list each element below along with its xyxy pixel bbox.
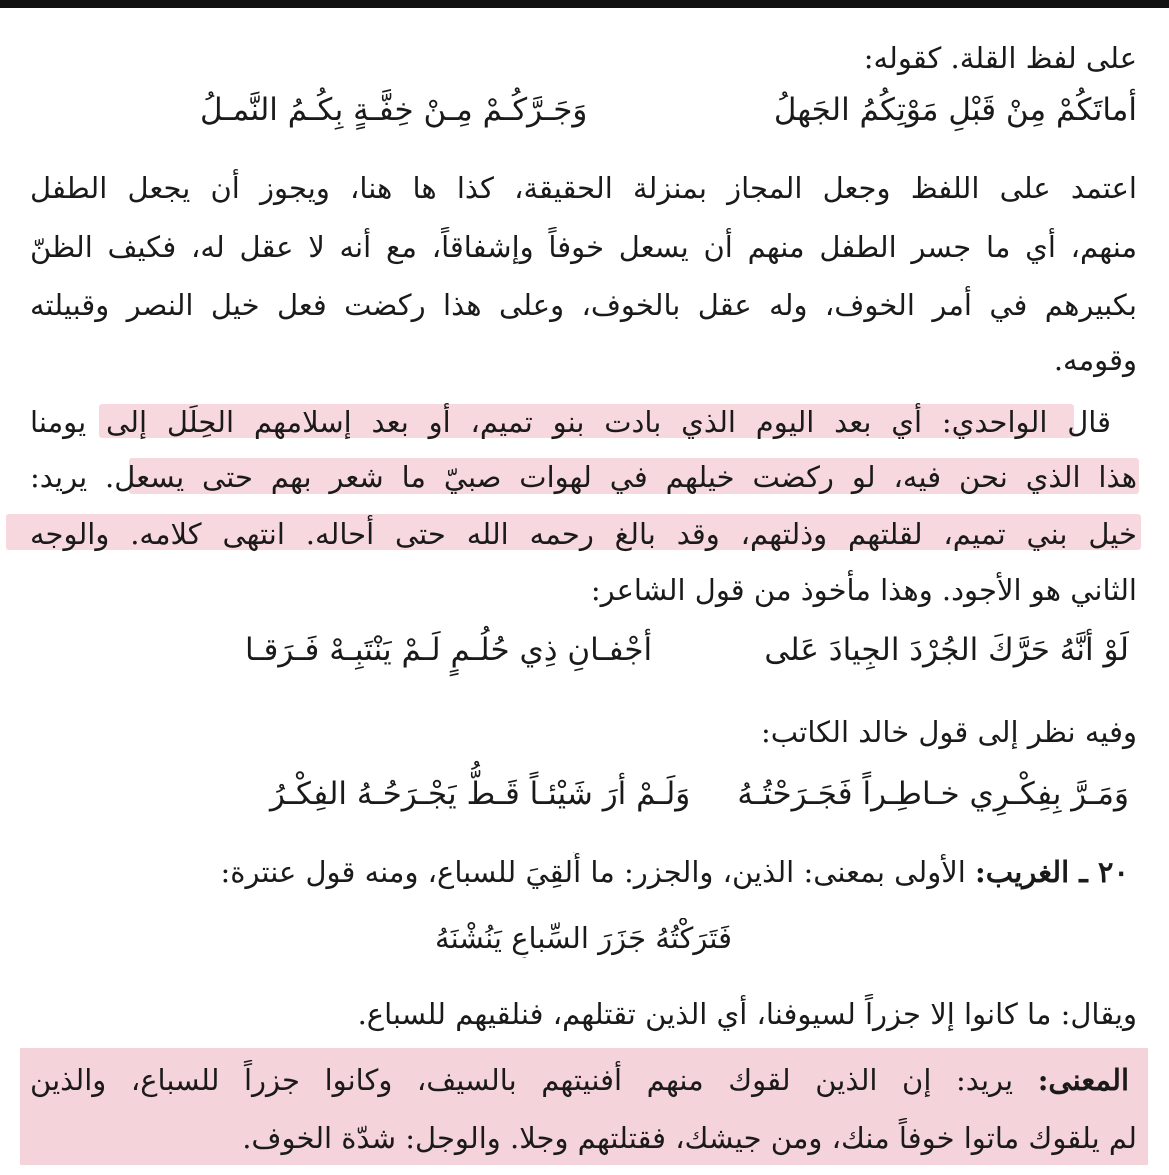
text-line: خيل بني تميم، لقلتهم وذلتهم، وقد بالغ رحمه الله حتى أحاله. انتهى كلامه. والوجه	[30, 517, 1137, 551]
text-line: هذا الذي نحن فيه، لو ركضت خيلهم في لهوات صبيّ ما شعر بهم حتى يسعل. يريد:	[30, 460, 1137, 494]
verse-hemistich-right: وَمَـرَّ بِفِكْـرِي خـاطِـراً فَجَـرَحْتُـهُ	[737, 776, 1129, 812]
text-line: وقومه.	[1053, 343, 1137, 377]
text-line	[30, 852, 1129, 892]
text-line: منهم، أي ما جسر الطفل منهم أن يسعل خوفاً وإشفاقاً، مع أنه لا عقل له، فكيف الظنّ	[30, 230, 1137, 264]
text-line: على لفظ القلة. كقوله:	[863, 41, 1137, 75]
verse-hemistich-left: أجْفـانِ ذِي حُلُـمٍ لَـمْ يَنْتَبِـهْ فَـرَقـا	[245, 632, 653, 668]
text-line	[30, 1060, 1129, 1100]
meaning-text: يريد: إن الذين لقوك منهم أفنيتهم بالسيف، وكانوا جزراً للسباع، والذين	[30, 1063, 1014, 1097]
verse-hemistich-left: وَلَـمْ أرَ شَيْئـاً قَـطُّ يَجْـرَحُـهُ الفِكْـرُ	[270, 776, 691, 812]
text-line: بكبيرهم في أمر الخوف، وله عقل بالخوف، وعلى هذا ركضت فعل خيل النصر وقبيلته	[30, 288, 1137, 322]
entry-heading: ٢٠ ـ الغريب:	[975, 855, 1129, 889]
verse-hemistich-right: أماتَكُمْ مِنْ قَبْلِ مَوْتِكُمُ الجَهلُ	[773, 92, 1137, 128]
text-line: وفيه نظر إلى قول خالد الكاتب:	[761, 715, 1137, 749]
verse-hemistich-left: وَجَـرَّكُـمْ مِـنْ خِفَّـةٍ بِكُـمُ النَّمـلُ	[200, 92, 588, 128]
text-line: اعتمد على اللفظ وجعل المجاز بمنزلة الحقيقة، كذا ها هنا، ويجوز أن يجعل الطفل	[30, 171, 1137, 205]
verse-line: فَتَرَكْتُهُ جَزَرَ السِّباعِ يَنُشْنَهُ	[435, 921, 732, 955]
text-line: ويقال: ما كانوا إلا جزراً لسيوفنا، أي الذين تقتلهم، فنلقيهم للسباع.	[357, 997, 1137, 1031]
verse-hemistich-right: لَوْ أنَّهُ حَرَّكَ الجُرْدَ الجِيادَ عَلى	[764, 632, 1129, 668]
entry-text: الأولى بمعنى: الذين، والجزر: ما أُلقِيَ للسباع، ومنه قول عنترة:	[220, 855, 966, 889]
text-line: لم يلقوك ماتوا خوفاً منك، ومن جيشك، فقتلتهم وجلا. والوجل: شدّة الخوف.	[242, 1121, 1137, 1155]
text-line: الثاني هو الأجود. وهذا مأخوذ من قول الشاعر:	[590, 573, 1137, 607]
meaning-label: المعنى:	[1037, 1063, 1129, 1097]
text-line: قال الواحدي: أي بعد اليوم الذي بادت بنو تميم، أو بعد إسلامهم الحِلَل إلى يومنا	[30, 405, 1111, 439]
